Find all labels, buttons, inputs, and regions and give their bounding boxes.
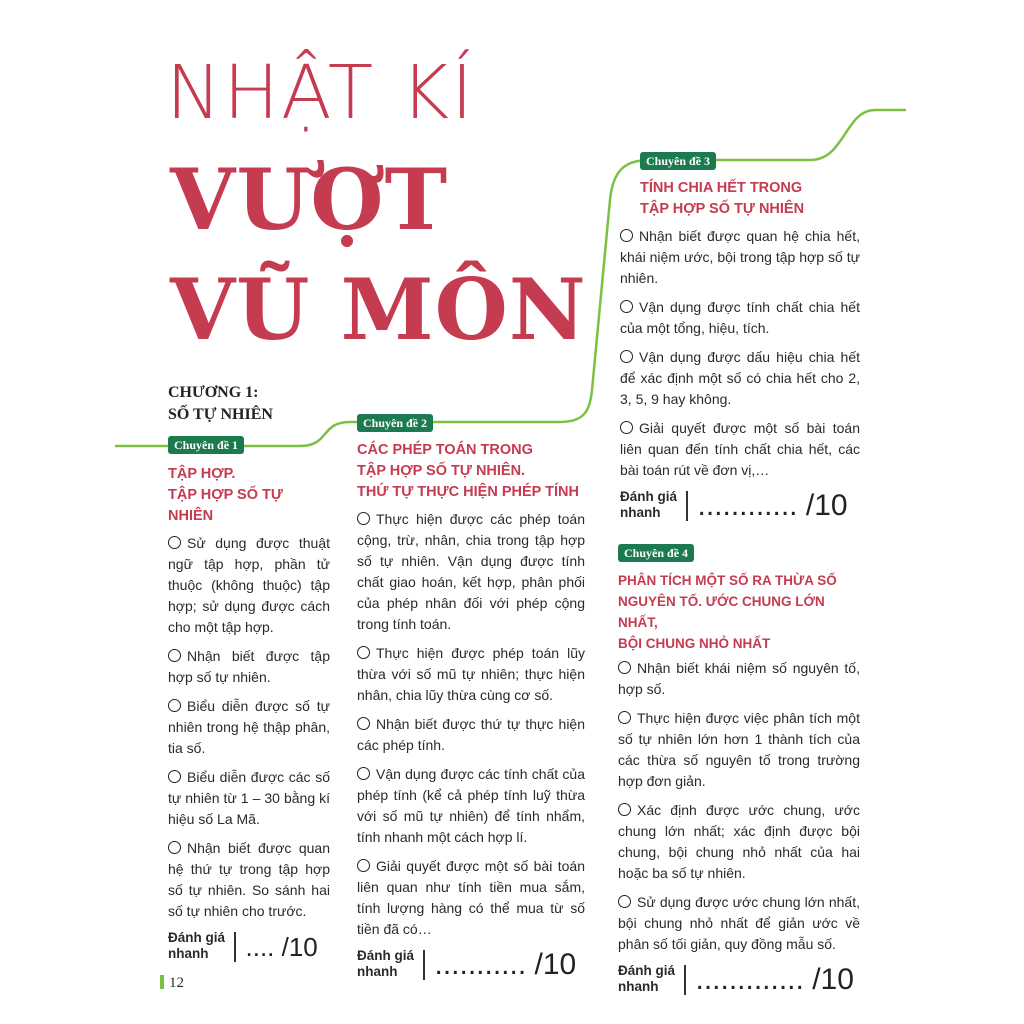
circle-checkbox-icon[interactable] xyxy=(357,646,370,659)
score-field[interactable]: ........... /10 xyxy=(434,948,577,981)
chapter-heading xyxy=(168,382,273,426)
title-line-2: VƯỢT xyxy=(170,150,449,249)
circle-checkbox-icon[interactable] xyxy=(618,803,631,816)
quick-evaluation: Đánh giá nhanh ............ /10 xyxy=(620,489,848,522)
score-field[interactable]: .... /10 xyxy=(245,932,318,962)
circle-checkbox-icon[interactable] xyxy=(618,661,631,674)
circle-checkbox-icon[interactable] xyxy=(620,421,633,434)
circle-checkbox-icon[interactable] xyxy=(357,717,370,730)
chapter-title: SỐ TỰ NHIÊN xyxy=(168,406,273,423)
topic-4 xyxy=(618,544,860,995)
topic-badge: Chuyên đề 4 xyxy=(618,544,694,562)
topic-heading: TÍNH CHIA HẾT TRONG TẬP HỢP SỐ TỰ NHIÊN xyxy=(640,180,805,217)
topic-heading: TẬP HỢP. TẬP HỢP SỐ TỰ NHIÊN xyxy=(168,466,283,524)
divider xyxy=(423,950,425,980)
checklist-item[interactable]: Giải quyết được một số bài toán liên quan như tính tiền mua sắm, tính lượng hàng có thể mua từ số tiền đã có… xyxy=(357,858,585,937)
circle-checkbox-icon[interactable] xyxy=(618,895,631,908)
checklist-item[interactable]: Biểu diễn được các số tự nhiên từ 1 – 30 bằng kí hiệu số La Mã. xyxy=(168,769,330,827)
checklist-item[interactable]: Thực hiện được phép toán lũy thừa với số mũ tự nhiên; thực hiện nhân, chia lũy thừa cùng cơ số. xyxy=(357,645,585,703)
checklist-item[interactable]: Nhận biết được quan hệ thứ tự trong tập hợp số tự nhiên. So sánh hai số tự nhiên cho trước. xyxy=(168,840,330,919)
topic-1 xyxy=(168,436,330,962)
circle-checkbox-icon[interactable] xyxy=(618,711,631,724)
checklist-item[interactable]: Sử dụng được thuật ngữ tập hợp, phần tử thuộc (không thuộc) tập hợp; sử dụng được cách cho một tập hợp. xyxy=(168,535,330,635)
divider xyxy=(234,932,236,962)
score-field[interactable]: ............ /10 xyxy=(697,489,848,522)
quick-evaluation: Đánh giá nhanh .... /10 xyxy=(168,930,318,962)
circle-checkbox-icon[interactable] xyxy=(620,300,633,313)
checklist-item[interactable]: Thực hiện được các phép toán cộng, trừ, nhân, chia trong tập hợp số tự nhiên. Vận dụng được tính chất giao hoán, kết hợp, phân phối của phép nhân đối với phép cộng trong tính toán. xyxy=(357,511,585,632)
circle-checkbox-icon[interactable] xyxy=(168,649,181,662)
topic-3 xyxy=(620,152,860,521)
checklist-item[interactable]: Biểu diễn được số tự nhiên trong hệ thập phân, tia số. xyxy=(168,698,330,756)
divider xyxy=(686,491,688,521)
page-marker-icon xyxy=(160,975,164,989)
circle-checkbox-icon[interactable] xyxy=(168,536,181,549)
title-line-3: VŨ MÔN xyxy=(170,260,587,359)
checklist-item[interactable]: Thực hiện được việc phân tích một số tự nhiên lớn hơn 1 thành tích của các thừa số nguyên tố trong trường hợp đơn giản. xyxy=(618,710,860,789)
checklist-item[interactable]: Xác định được ước chung, ước chung lớn nhất; xác định được bội chung, bội chung nhỏ nhất của hai hoặc ba số tự nhiên. xyxy=(618,802,860,881)
topic-heading: CÁC PHÉP TOÁN TRONG TẬP HỢP SỐ TỰ NHIÊN. THỨ TỰ THỰC HIỆN PHÉP TÍNH xyxy=(357,442,579,500)
circle-checkbox-icon[interactable] xyxy=(620,229,633,242)
checklist-item[interactable]: Nhận biết khái niệm số nguyên tố, hợp số. xyxy=(618,660,860,697)
checklist-item[interactable]: Nhận biết được tập hợp số tự nhiên. xyxy=(168,648,330,685)
topic-badge: Chuyên đề 2 xyxy=(357,414,433,432)
checklist-item[interactable]: Nhận biết được thứ tự thực hiện các phép tính. xyxy=(357,716,585,753)
topic-2 xyxy=(357,414,585,980)
divider xyxy=(684,965,686,995)
circle-checkbox-icon[interactable] xyxy=(168,841,181,854)
circle-checkbox-icon[interactable] xyxy=(357,512,370,525)
circle-checkbox-icon[interactable] xyxy=(357,859,370,872)
title-line-1: NHẬT KÍ xyxy=(166,50,475,136)
circle-checkbox-icon[interactable] xyxy=(620,350,633,363)
topic-heading: PHÂN TÍCH MỘT SỐ RA THỪA SỐ NGUYÊN TỐ. ƯỚC CHUNG LỚN NHẤT, BỘI CHUNG NHỎ NHẤT xyxy=(618,573,837,651)
checklist-item[interactable]: Vận dụng được dấu hiệu chia hết để xác định một số có chia hết cho 2, 3, 5, 9 hay không. xyxy=(620,349,860,407)
circle-checkbox-icon[interactable] xyxy=(168,699,181,712)
circle-checkbox-icon[interactable] xyxy=(168,770,181,783)
chapter-number: CHƯƠNG 1: xyxy=(168,384,259,401)
topic-badge: Chuyên đề 3 xyxy=(640,152,716,170)
quick-evaluation: Đánh giá nhanh ........... /10 xyxy=(357,948,577,981)
circle-checkbox-icon[interactable] xyxy=(357,767,370,780)
checklist-item[interactable]: Nhận biết được quan hệ chia hết, khái niệm ước, bội trong tập hợp số tự nhiên. xyxy=(620,228,860,286)
checklist-item[interactable]: Vận dụng được tính chất chia hết của một tổng, hiệu, tích. xyxy=(620,299,860,336)
checklist-item[interactable]: Sử dụng được ước chung lớn nhất, bội chung nhỏ nhất để giản ước về phân số tối giản, quy đồng mẫu số. xyxy=(618,894,860,952)
page-number: 12 xyxy=(160,975,184,992)
topic-badge: Chuyên đề 1 xyxy=(168,436,244,454)
checklist-item[interactable]: Giải quyết được một số bài toán liên quan đến tính chất chia hết, các bài toán rút về đơn vị,… xyxy=(620,420,860,478)
quick-evaluation: Đánh giá nhanh ............. /10 xyxy=(618,963,854,996)
checklist-item[interactable]: Vận dụng được các tính chất của phép tính (kể cả phép tính luỹ thừa với số mũ tự nhiên) để tính nhẩm, tính nhanh một cách hợp lí. xyxy=(357,766,585,845)
score-field[interactable]: ............. /10 xyxy=(695,963,854,996)
